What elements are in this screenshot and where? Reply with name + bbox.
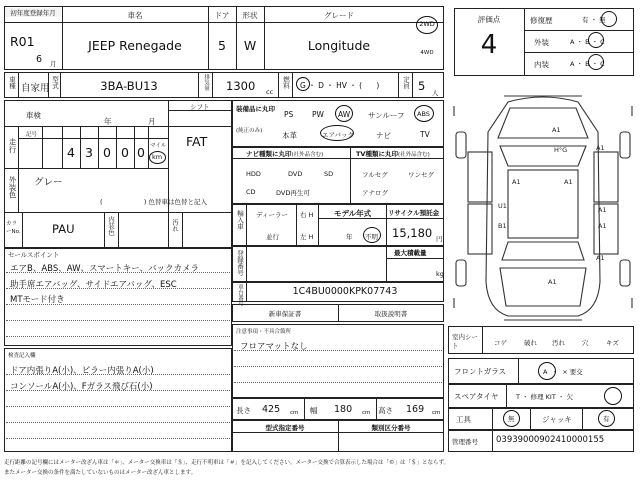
usage-value: 自家用 (21, 83, 50, 94)
doors-value: 5 (218, 38, 226, 53)
exterior-label: 外装色 (8, 176, 17, 199)
cc-unit: cc (266, 88, 274, 96)
score-label: 評価点 (477, 15, 501, 24)
fuel-type-label: 燃料 (282, 76, 290, 89)
inspection-year-unit: 年 (104, 117, 112, 126)
equip-ps: PS (284, 110, 294, 119)
first-reg-year: R01 (10, 34, 35, 49)
car-rear-window (502, 242, 584, 260)
dirt-label: 汚れ (171, 219, 179, 232)
seat-label: 室内シート (452, 333, 478, 350)
ext-label: 外装 (534, 38, 549, 47)
month-unit: 月 (50, 60, 57, 68)
notes-block (232, 324, 444, 398)
model-year-unknown: 不明 (365, 233, 378, 241)
mileage-digit: 0 (121, 145, 129, 160)
damage-mark: A1 (596, 144, 605, 152)
km-unit: km (152, 153, 163, 161)
reg-no-label: 登録番号 (236, 250, 244, 276)
damage-mark: A1 (564, 178, 573, 186)
recycle-value: 15,180 (392, 226, 433, 240)
drive-2wd: 2WD (419, 20, 435, 28)
model-year-label: モデル年式 (334, 209, 372, 218)
fuel-options: G ・ D ・ HV ・ ( ) (300, 81, 380, 90)
mileage-label: 走行 (8, 138, 17, 153)
inspector-line: ドア内張りA(小)、ピラー内張りA(小) (10, 366, 154, 376)
tv-title (356, 149, 430, 158)
doors-label: ドア (214, 11, 230, 20)
repair-label: 修復歴 (530, 16, 553, 25)
spare-label: スペアタイヤ (454, 392, 499, 401)
shift-value: FAT (186, 134, 208, 149)
equip-aw: AW (338, 110, 351, 119)
model-value: 3BA-BU13 (100, 79, 158, 93)
navi-cd: CD (246, 188, 256, 196)
import-right: 右 H (300, 211, 314, 219)
navi-hdd: HDD (246, 170, 261, 178)
repair-opts: 有 ・ 無 (582, 16, 606, 24)
navi-title-sub: (社外品含む) (291, 152, 324, 158)
navi-title (246, 149, 323, 158)
seat-opt: 破れ (524, 339, 537, 347)
navi-dvd: DVD (288, 170, 303, 178)
seat-opt: キズ (606, 339, 619, 347)
max-load-unit: kg (436, 270, 444, 278)
damage-mark: A1 (512, 178, 521, 186)
import-dealer: ディーラー (256, 211, 288, 219)
ext-opts: A ・ B ・ C (570, 38, 605, 46)
model-label: 型式 (51, 76, 59, 89)
inspector-line: コンソールA(小)、Fガラス飛び石(小) (10, 382, 153, 392)
score-value: 4 (480, 30, 498, 60)
class-no-label: 類別区分番号 (371, 424, 411, 432)
car-door-left-front (468, 152, 492, 202)
car-windshield (500, 146, 586, 166)
shape-label: 形状 (242, 11, 258, 20)
inspection-month-unit: 月 (148, 117, 156, 126)
tv-oneseg: ワンセグ (408, 171, 434, 179)
capacity-label: 定員 (402, 76, 410, 89)
damage-mark: U1 (498, 202, 507, 210)
length-label: 長さ (236, 406, 251, 415)
import-label: 輸入車 (236, 210, 244, 230)
equip-pw: PW (312, 110, 324, 119)
recycle-label: リサイクル預託金 (388, 209, 440, 217)
car-hood (498, 108, 588, 138)
navi-title-main: ナビ種類に丸印 (246, 150, 292, 158)
equip-abs: ABS (417, 110, 430, 118)
tv-analog: アナログ (362, 189, 388, 197)
height-unit: cm (432, 410, 441, 416)
damage-mark: A1 (552, 126, 561, 134)
damage-mark: B1 (498, 222, 507, 230)
max-load-label: 最大積載量 (394, 249, 427, 257)
width-label: 幅 (310, 406, 318, 415)
recycle-unit: 円 (436, 235, 443, 243)
navi-dvd-play: DVD再生可 (276, 189, 310, 197)
tools-value: 無 (508, 415, 515, 423)
sales-label: セールスポイント (8, 251, 60, 259)
width-value: 180 (334, 404, 353, 415)
equipment-sub: (純正のみ) (236, 128, 263, 134)
inspection-label: 車検 (26, 111, 41, 120)
chassis-label: 車台番号 (237, 284, 243, 306)
spare-none-circle (604, 387, 622, 405)
equip-sunroof: サンルーフ (368, 111, 405, 120)
front-glass-label: フロントガラス (454, 367, 507, 376)
mile-label: マイル (150, 143, 167, 149)
model-year-unit: 年 (346, 233, 353, 241)
shape-value: W (243, 38, 257, 53)
mileage-digit: 0 (137, 145, 145, 160)
import-left: 左 H (300, 233, 314, 241)
manual: 取扱説明書 (374, 310, 408, 318)
car-diagram (448, 92, 638, 324)
new-warranty: 新車保証書 (268, 310, 302, 318)
car-wheel (620, 132, 630, 158)
mgmt-label: 管理番号 (452, 438, 478, 446)
length-unit: cm (290, 410, 299, 416)
first-reg-month: 6 (36, 54, 43, 65)
mgmt-value: 03939000902410000155 (496, 435, 605, 445)
seat-opt: 汚れ (552, 339, 565, 347)
damage-mark: A1 (598, 206, 607, 214)
jack-value: 有 (603, 415, 610, 423)
jack-label: ジャッキ (542, 415, 572, 424)
shift-label: シフト (190, 103, 210, 111)
notes-text: フロアマットなし (240, 342, 308, 352)
interior-color-label: 内装色 (107, 216, 115, 236)
car-name: JEEP Renegade (88, 38, 182, 53)
car-wheel (620, 260, 630, 286)
damage-mark: A1 (596, 254, 605, 262)
drive-4wd: 4WD (420, 50, 434, 56)
sales-line: エアB、ABS、AW、スマートキー、バックカメラ (10, 264, 199, 274)
sales-line: 助手席エアバッグ、サイドエアバッグ、ESC (10, 280, 177, 290)
sales-line: MTモード付き (10, 295, 65, 305)
capacity-value: 5 (418, 79, 426, 93)
equip-leather: 本革 (282, 131, 297, 140)
equip-airbag: エアバック (322, 131, 354, 139)
car-door-right-front (594, 152, 618, 202)
mileage-digit: 4 (67, 145, 75, 160)
mileage-digit-head: 記号 (26, 132, 38, 138)
seat-opt: コゲ (494, 339, 507, 347)
type-no-label: 型式指定番号 (265, 424, 305, 432)
width-unit: cm (362, 410, 371, 416)
tv-title-main: TV種類に丸印 (356, 150, 398, 158)
displacement-label: 排気量 (203, 74, 209, 91)
car-name-label: 車名 (127, 11, 143, 20)
inspector-label: 検査記入欄 (8, 353, 36, 359)
color-no-value: PAU (52, 222, 75, 236)
exterior-color: グレー (34, 177, 63, 188)
equip-tv: TV (420, 130, 430, 139)
int-label: 内装 (534, 60, 549, 69)
mileage-digit: 3 (85, 145, 93, 160)
grade-value: Longitude (307, 38, 371, 53)
person-unit: 人 (432, 89, 439, 97)
footer-line: またメーター交換の条件を満たしていないものはメーター改ざん車とします。 (4, 470, 197, 476)
front-glass-opts: A ・ × 要交 (543, 368, 583, 376)
exterior-note: ( ) 色替車は色替と記入 (100, 198, 207, 206)
damage-mark: H°G (554, 146, 568, 154)
equipment-title: 装備品に丸印 (236, 105, 275, 113)
color-no-label: カラーNo. (6, 221, 21, 235)
spare-opts: T ・ 修理 KIT ・ 欠 (516, 393, 573, 401)
import-parallel: 並行 (266, 233, 279, 241)
car-trunk (500, 268, 586, 306)
seat-opt: 穴 (582, 339, 589, 347)
car-door-left-rear (468, 204, 492, 254)
chassis-value: 1C4BU0000KPK07743 (292, 286, 398, 297)
length-value: 425 (262, 404, 281, 415)
tv-title-sub: (社外品含む) (397, 152, 430, 158)
navi-sd: SD (324, 170, 334, 178)
height-label: 高さ (378, 406, 393, 415)
int-opts: A ・ B ・ C (570, 60, 605, 68)
grade-label: グレード (324, 11, 354, 20)
car-wheel (456, 260, 466, 286)
car-wheel (456, 132, 466, 158)
notes-label: 注意事項・不具合箇所 (236, 329, 292, 335)
usage-label: 車種 (8, 76, 16, 89)
footer-line: 走行距離の記号欄にはメーター改ざん車は「＊」、メーター交換車は「＄」、走行不明車は「＃」を記入してください。メーター交換で合算表示した場合は「©」は「＄」とならず。 (4, 460, 450, 466)
tv-fullseg: フルセグ (362, 171, 388, 179)
equip-navi: ナビ (376, 131, 391, 140)
first-reg-label: 初年度登録年月 (5, 8, 61, 17)
damage-mark: A1 (548, 278, 557, 286)
displacement-value: 1300 (226, 79, 256, 93)
damage-mark: A1 (598, 222, 607, 230)
height-value: 169 (406, 404, 425, 415)
tools-label: 工具 (456, 415, 471, 424)
mileage-digit: 0 (103, 145, 111, 160)
